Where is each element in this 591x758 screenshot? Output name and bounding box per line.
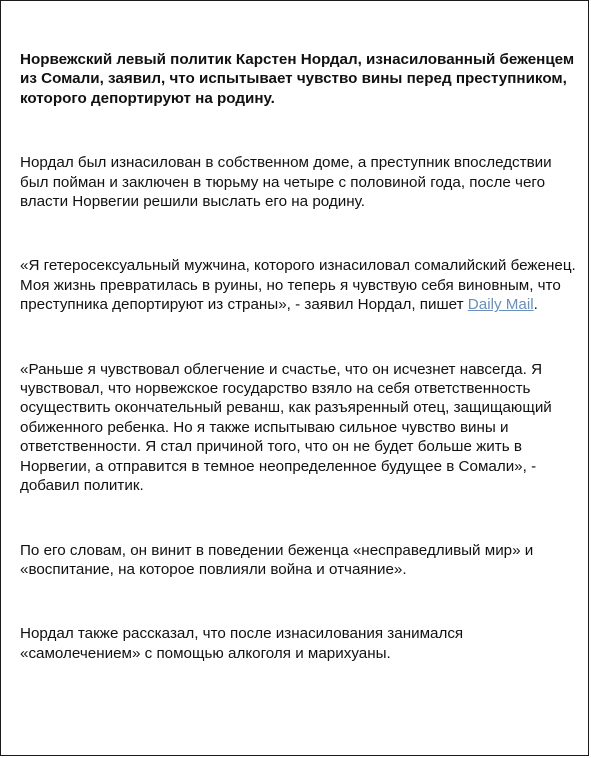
paragraph-2-end: . <box>533 296 538 314</box>
paragraph-1: Нордал был изнасилован в собственном доме, а преступник впоследствии был пойман и заключен в тюрьму на четыре с половиной года, после чего власти Норвегии решили выслать его на родину. <box>20 154 552 211</box>
paragraph-2-text: «Я гетеросексуальный мужчина, которого изнасиловал сомалийский беженец. Моя жизнь превратилась в руины, но теперь я чувствую себя виновным, что преступника депортируют из страны», - заявил Нордал, пишет <box>20 257 576 314</box>
paragraph-4: По его словам, он винит в поведении беженца «несправедливый мир» и «воспитание, на которое повлияли война и отчаяние». <box>20 541 534 578</box>
article-body <box>20 50 576 708</box>
daily-mail-link[interactable]: Daily Mail <box>467 296 534 314</box>
paragraph-2 <box>20 256 576 314</box>
paragraph-3: «Раньше я чувствовал облегчение и счастье, что он исчезнет навсегда. Я чувствовал, что норвежское государство взяло на себя ответственность осуществить окончательный реванш, как разъяренный отец, защищающий обиженного ребенка. Но я также испытываю сильное чувство вины и ответственности. Я стал причиной того, что он не будет больше жить в Норвегии, а отправится в темное неопределенное будущее в Сомали», - добавил политик. <box>20 360 552 495</box>
paragraph-5: Нордал также рассказал, что после изнасилования занимался «самолечением» с помощью алкоголя и марихуаны. <box>20 625 464 662</box>
article-headline: Норвежский левый политик Карстен Нордал, изнасилованный беженцем из Сомали, заявил, что испытывает чувство вины перед преступником, которого депортируют на родину. <box>20 51 575 107</box>
